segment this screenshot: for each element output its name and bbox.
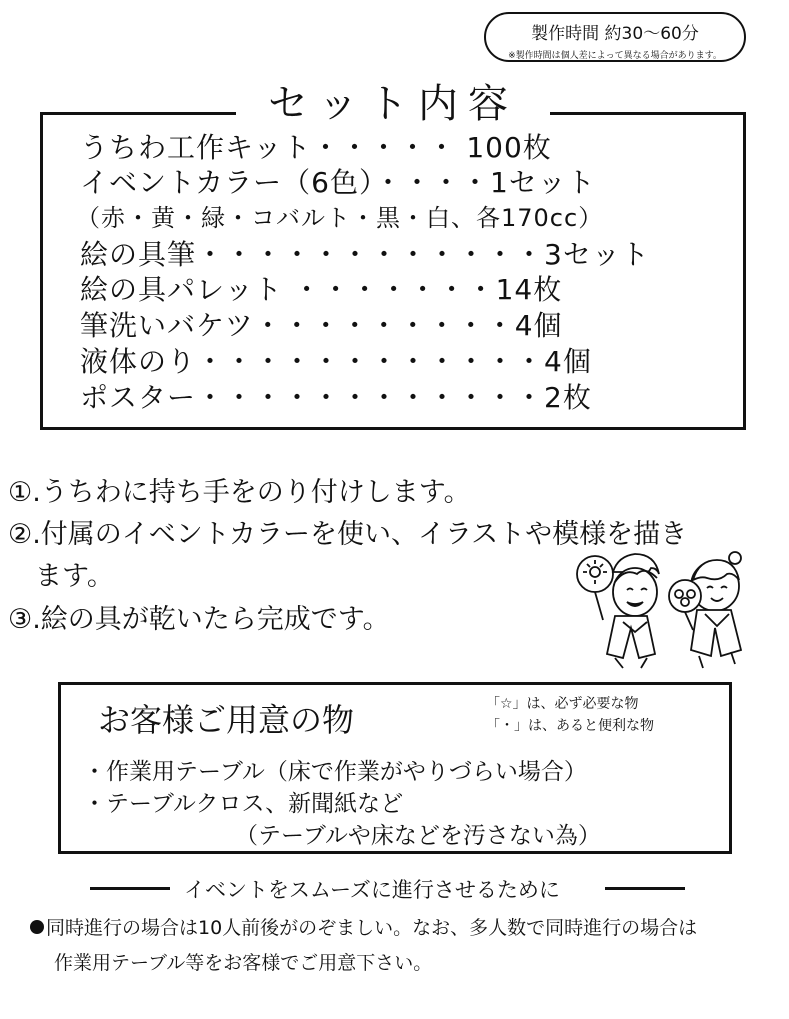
prep-item: ・作業用テーブル（床で作業がやりづらい場合） xyxy=(83,759,587,785)
heading-rule-right xyxy=(605,887,685,890)
set-item: うちわ工作キット・・・・・ 100枚 xyxy=(80,131,552,164)
tips-heading xyxy=(0,872,789,902)
customer-preparation-title: お客様ご用意の物 xyxy=(98,701,355,739)
prep-item-note: （テーブルや床などを汚さない為） xyxy=(235,823,601,849)
tip-text: 同時進行の場合は10人前後がのぞましい。なお、多人数で同時進行の場合は xyxy=(46,917,698,939)
customer-preparation-box xyxy=(58,682,732,854)
set-item: 液体のり・・・・・・・・・・・・4個 xyxy=(80,345,592,378)
heading-rule-left xyxy=(90,887,170,890)
set-item: 筆洗いバケツ・・・・・・・・・4個 xyxy=(80,309,563,342)
prep-item: ・テーブルクロス、新聞紙など xyxy=(83,791,404,817)
production-time-note: ※製作時間は個人差によって異なる場合があります。 xyxy=(508,51,722,61)
kids-illustration xyxy=(565,550,765,675)
instruction-step-2: ②.付属のイベントカラーを使い、イラストや模様を描き xyxy=(8,519,688,550)
legend-useful: 「・」は、あると便利な物 xyxy=(486,718,654,734)
tips-heading-text: イベントをスムーズに進行させるために xyxy=(184,878,560,902)
tip-line-1 xyxy=(30,913,697,940)
set-item: ポスター・・・・・・・・・・・・2枚 xyxy=(80,381,592,414)
set-item: イベントカラー（6色）・・・・1セット xyxy=(80,166,596,199)
production-time-badge xyxy=(484,12,746,62)
tip-line-2: 作業用テーブル等をお客様でご用意下さい。 xyxy=(54,952,433,974)
set-item: 絵の具パレット ・・・・・・・14枚 xyxy=(80,273,563,306)
set-item-note: （赤・黄・緑・コバルト・黒・白、各170cc） xyxy=(76,204,604,232)
bullet-icon xyxy=(30,920,44,934)
set-contents-title: セット内容 xyxy=(236,78,550,130)
instruction-step-1: ①.うちわに持ち手をのり付けします。 xyxy=(8,477,471,508)
legend-required: 「☆」は、必ず必要な物 xyxy=(486,696,639,712)
set-item: 絵の具筆・・・・・・・・・・・・3セット xyxy=(80,238,650,271)
production-time-label: 製作時間 約30〜60分 xyxy=(531,24,699,44)
instruction-step-2-cont: ます。 xyxy=(8,561,114,592)
instruction-step-3: ③.絵の具が乾いたら完成です。 xyxy=(8,604,390,635)
